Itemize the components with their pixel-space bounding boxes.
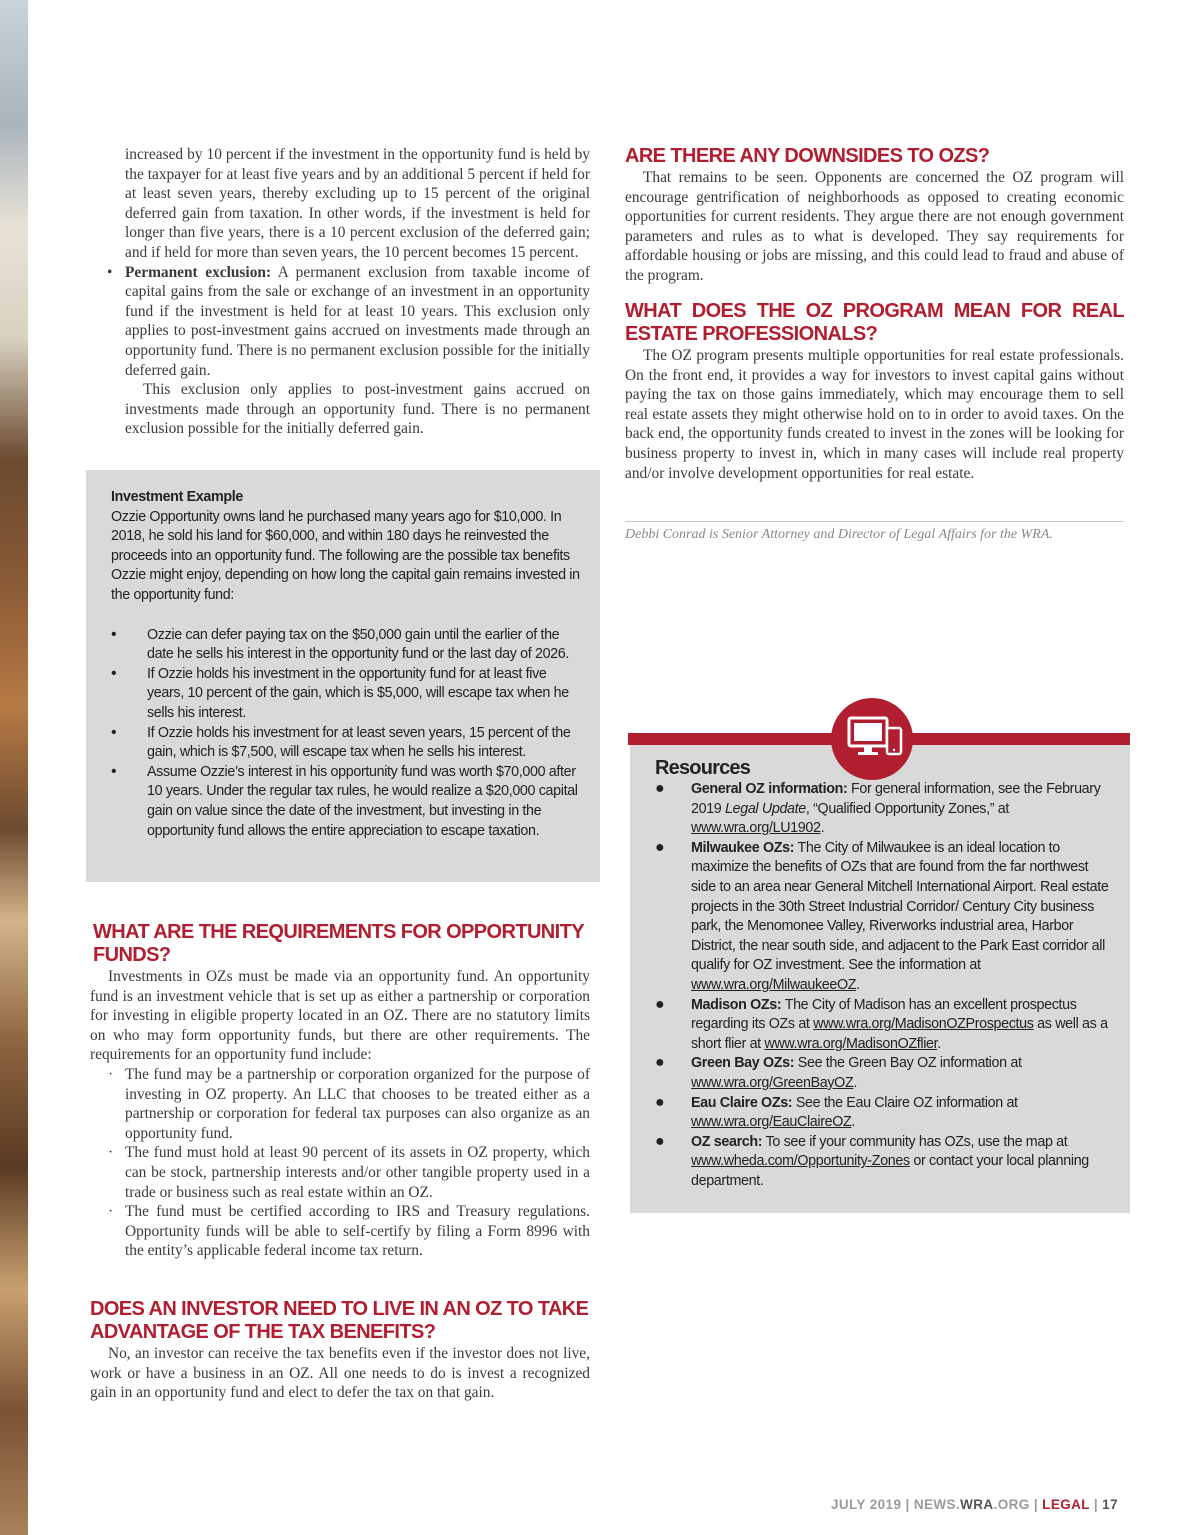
example-title: Investment Example (111, 489, 243, 505)
list-item: · The fund may be a partnership or corporation organized for the purpose of investing in OZ property. An LLC that chooses to be treated either as a partnership or corporation for federal tax purposes can also organize as an opportunity fund. (108, 1065, 590, 1142)
bullet-icon: ● (655, 1093, 665, 1111)
bullet-icon: ● (655, 1132, 665, 1150)
permanent-exclusion-list (90, 263, 590, 381)
link-lu1902[interactable]: www.wra.org/LU1902 (691, 820, 821, 837)
downsides-text: That remains to be seen. Opponents are concerned the OZ program will encourage gentrification of neighborhoods as opposed to creating economic opportunities for current residents. They argue there are not enough government parameters and rules as to what is developed. They say requirements for affordable housing or jobs are missing, and this could lead to fraud and abuse of the program. (625, 169, 1124, 284)
investor-text: No, an investor can receive the tax benefits even if the investor does not live, work or have a business in an OZ. All one needs to do is invest a recognized gain in an opportunity fund and elect to defer the tax on that gain. (90, 1345, 590, 1402)
list-item: ● General OZ information: For general information, see the February 2019 Legal Update, “Qualified Opportunity Zones,” at www.wra.org/LU1902. (655, 780, 1101, 837)
bullet-icon: · (108, 1065, 114, 1083)
downsides-section (625, 145, 1124, 286)
list-item: • If Ozzie holds his investment in the opportunity fund for at least five years, 10 percent of the gain, which is $5,000, will escape tax when he sells his interest. (111, 664, 569, 721)
list-item: ● Eau Claire OZs: See the Eau Claire OZ information at www.wra.org/EauClaireOZ. (655, 1093, 1018, 1131)
list-item: · The fund must be certified according to IRS and Treasury regulations. Opportunity funds will be able to self-certify by filing a Form 8996 with the entity’s applicable federal income tax return. (108, 1203, 590, 1260)
bullet-icon: • (111, 762, 117, 780)
footer-site: NEWS.WRA.ORG (913, 1497, 1030, 1512)
link-madison-prospectus[interactable]: www.wra.org/MadisonOZProspectus (813, 1016, 1034, 1033)
requirements-heading: WHAT ARE THE REQUIREMENTS FOR OPPORTUNITY FUNDS? (93, 921, 584, 966)
link-milwaukee[interactable]: www.wra.org/MilwaukeeOZ (691, 976, 857, 993)
footer-sep: | (1093, 1497, 1103, 1512)
bullet-icon: ● (655, 1054, 665, 1072)
bullet-icon: • (111, 664, 117, 682)
resources-title: Resources (655, 757, 751, 779)
list-item: ● OZ search: To see if your community has OZs, use the map at www.wheda.com/Opportunity-Zones or contact your local planning department. (655, 1132, 1089, 1189)
deferral-continuation: increased by 10 percent if the investment in the opportunity fund is held by the taxpayer for at least five years and by an additional 5 percent if held for at least seven years, thereby excluding up to 15 percent of the original deferred gain from taxation. In other words, if the investment is held for longer than five years, there is a 10 percent exclusion of the deferred gain; and if held for more than seven years, the 10 percent becomes 15 percent. (125, 146, 590, 261)
investor-section (90, 1298, 590, 1403)
byline-divider (625, 521, 1124, 522)
exclusion-repeat: This exclusion only applies to post-investment gains accrued on investments made through an opportunity fund. There is no permanent exclusion possible for the initially deferred gain. (125, 381, 590, 438)
resources-list (655, 780, 1110, 1191)
bullet-icon: • (111, 625, 117, 643)
link-madison-flier[interactable]: www.wra.org/MadisonOZflier (764, 1035, 938, 1052)
list-item: • Ozzie can defer paying tax on the $50,000 gain until the earlier of the date he sells his interest in the opportunity fund or the last day of 2026. (111, 625, 570, 663)
downsides-heading: ARE THERE ANY DOWNSIDES TO OZS? (625, 145, 990, 167)
bullet-icon: • (111, 723, 117, 741)
bullet-icon: ● (655, 780, 665, 797)
resources-content (655, 756, 1110, 1191)
link-wheda[interactable]: www.wheda.com/Opportunity-Zones (691, 1153, 910, 1170)
author-byline: Debbi Conrad is Senior Attorney and Director of Legal Affairs for the WRA. (625, 527, 1053, 542)
requirements-intro: Investments in OZs must be made via an opportunity fund. An opportunity fund is an investment vehicle that is set up as either a partnership or corporation for investing in eligible property located in an OZ. There are no statutory limits on who may form opportunity funds, but there are other requirements. The requirements for an opportunity fund include: (90, 968, 590, 1064)
investment-example-box (86, 470, 600, 882)
requirements-section (90, 921, 590, 1261)
requirements-list (90, 1065, 590, 1261)
list-item: ● Madison OZs: The City of Madison has an excellent prospectus regarding its OZs at www.wra.org/MadisonOZProspectus as well as a short flier at www.wra.org/MadisonOZflier. (655, 995, 1108, 1052)
example-bullets (111, 626, 581, 842)
list-item: • Assume Ozzie’s interest in his opportunity fund was worth $70,000 after 10 years. Under the regular tax rules, he would realize a $20,000 capital gain on value since the date of the investment, but investing in the opportunity fund allows the entire appreciation to escape taxation. (111, 762, 578, 839)
bullet-icon: · (108, 1144, 114, 1162)
list-item: ● Green Bay OZs: See the Green Bay OZ information at www.wra.org/GreenBayOZ. (655, 1054, 1022, 1091)
footer-section: LEGAL (1042, 1497, 1090, 1512)
meaning-text: The OZ program presents multiple opportunities for real estate professionals. On the front end, it provides a way for investors to invest capital gains without paying the tax on those gains immediately, which may encourage them to sell real estate assets they might otherwise hold on to in order to avoid taxes. On the back end, the opportunity funds created to invest in the zones will be looking for business property to invest in, which in many cases will include real property and/or involve development opportunities for real estate. (625, 347, 1124, 482)
bullet-icon: ● (655, 995, 665, 1013)
link-greenbay[interactable]: www.wra.org/GreenBayOZ (691, 1074, 854, 1091)
side-photo-strip (0, 0, 28, 1535)
list-item: · The fund must hold at least 90 percent of its assets in OZ property, which can be stock, partnership interests and/or other tangible property used in a trade or business such as real estate within an OZ. (108, 1144, 590, 1201)
left-column-top (90, 145, 590, 439)
footer-date: JULY 2019 (830, 1497, 902, 1512)
bullet-icon: • (107, 263, 113, 281)
investor-heading: DOES AN INVESTOR NEED TO LIVE IN AN OZ TO TAKE ADVANTAGE OF THE TAX BENEFITS? (90, 1298, 589, 1343)
page-number: 17 (1102, 1497, 1118, 1512)
bullet-icon: ● (655, 838, 665, 856)
meaning-heading: WHAT DOES THE OZ PROGRAM MEAN FOR REAL ESTATE PROFESSIONALS? (625, 300, 1124, 345)
meaning-section (625, 300, 1124, 483)
link-eauclaire[interactable]: www.wra.org/EauClaireOZ (691, 1114, 852, 1131)
footer-sep: | (1033, 1497, 1043, 1512)
list-item: ● Milwaukee OZs: The City of Milwaukee is an ideal location to maximize the benefits of OZs that are found from the far northwest side to an area near General Mitchell International Airport. Real estate projects in the 30th Street Industrial Corridor/ Century City business park, the Menomonee Valley, Riverworks industrial area, Harbor District, the near south side, and adjacent to the Park East corridor all qualify for OZ investment. See the information at www.wra.org/MilwaukeeOZ. (655, 838, 1109, 993)
footer-sep: | (905, 1497, 914, 1512)
bullet-icon: · (108, 1203, 114, 1221)
page-footer (831, 1497, 1118, 1512)
list-item: • Permanent exclusion: A permanent exclusion from taxable income of capital gains from the sale or exchange of an investment in an opportunity fund if the investment is held for at least 10 years. This exclusion only applies to post-investment gains accrued on investments made through an opportunity fund. There is no permanent exclusion possible for the initially deferred gain. (107, 263, 590, 379)
example-intro: Ozzie Opportunity owns land he purchased many years ago for $10,000. In 2018, he sold his land for $60,000, and within 180 days he reinvested the proceeds into an opportunity fund. The following are the possible tax benefits Ozzie might enjoy, depending on how long the capital gain remains invested in the opportunity fund: (111, 508, 580, 603)
list-item: • If Ozzie holds his investment for at least seven years, 15 percent of the gain, which is $7,500, will escape tax when he sells his interest. (111, 723, 571, 761)
